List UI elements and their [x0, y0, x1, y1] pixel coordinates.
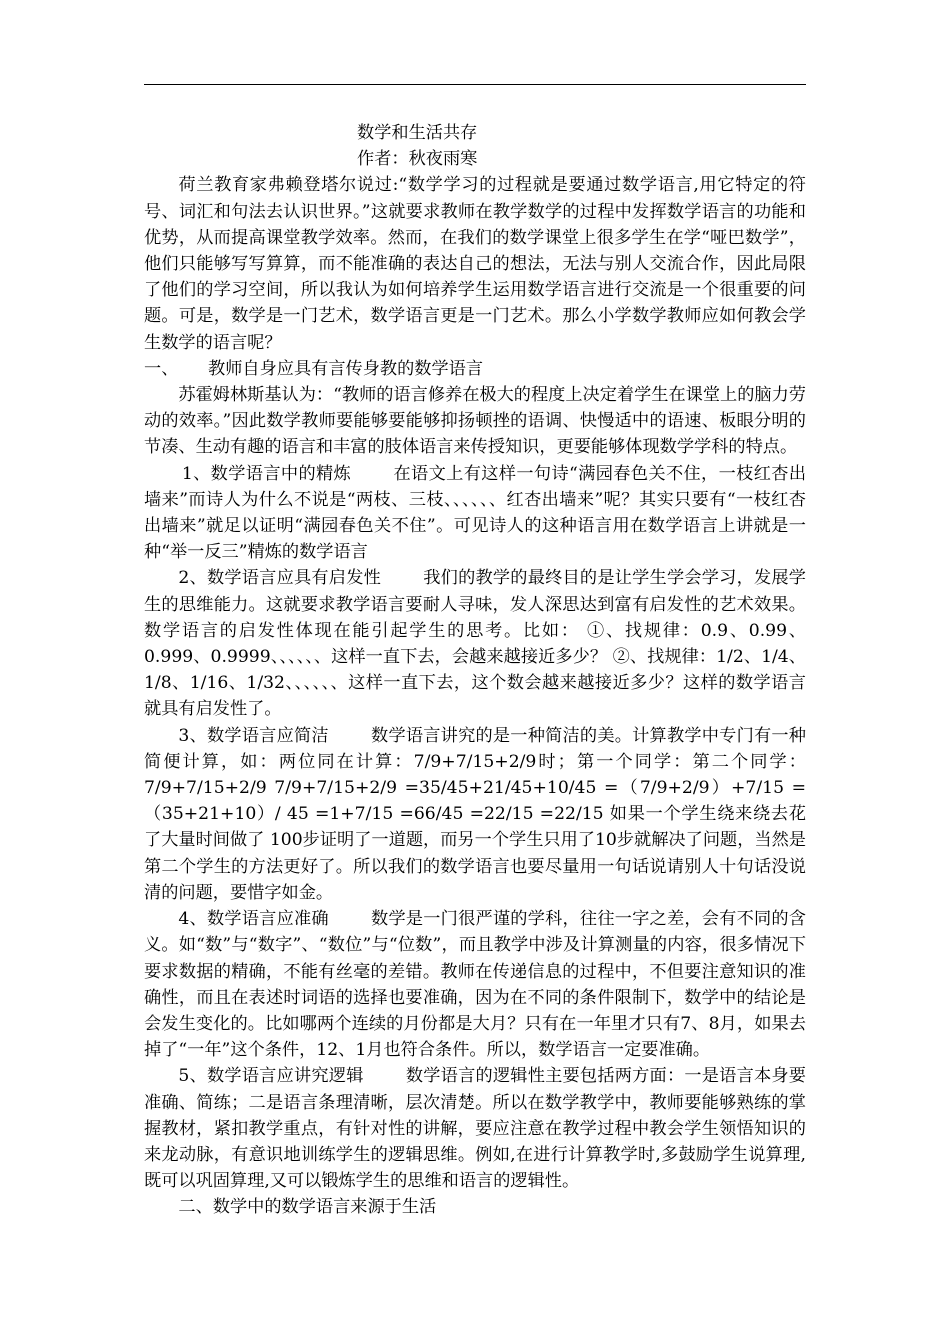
point-1-paragraph: [144, 461, 806, 566]
document-title: 数学和生活共存: [357, 123, 478, 143]
document-body: [144, 120, 806, 1221]
sukhomlinsky-paragraph: 苏霍姆林斯基认为：“教师的语言修养在极大的程度上决定着学生在课堂上的脑力劳动的效率。”因此数学教师要能够要能够抑扬顿挫的语调、快慢适中的语速、板眼分明的节凑、生动有趣的语言和丰富的肢体语言来传授知识，更要能够体现数学学科的特点。: [144, 385, 806, 458]
point-4-body: 数学是一门很严谨的学科，往往一字之差，会有不同的含义。如“数”与“数字”、“数位”与“位数”，而且教学中涉及计算测量的内容，很多情况下要求数据的精确，不能有丝毫的差错。教师在传递信息的过程中，不但要注意知识的准确性，而且在表述时词语的选择也要准确，因为在不同的条件限制下，数学中的结论是会发生变化的。比如哪两个连续的月份都是大月？只有在一年里才只有7、8月，如果去掉了“一年”这个条件，12、1月也符合条件。所以，数学语言一定要准确。: [144, 909, 806, 1061]
section-1-title: 教师自身应具有言传身教的数学语言: [208, 358, 484, 379]
section-1-number: 一、: [144, 358, 179, 379]
intro-paragraph: 荷兰教育家弗赖登塔尔说过:“数学学习的过程就是要通过数学语言,用它特定的符号、词汇和句法去认识世界。”这就要求教师在教学数学的过程中发挥数学语言的功能和优势，从而提高课堂教学效率。然而，在我们的数学课堂上很多学生在学“哑巴数学”，他们只能够写写算算，而不能准确的表达自己的想法，无法与别人交流合作，因此局限了他们的学习空间，所以我认为如何培养学生运用数学语言进行交流是一个很重要的问题。可是，数学是一门艺术，数学语言更是一门艺术。那么小学数学教师应如何教会学生数学的语言呢？: [144, 175, 806, 353]
point-4-heading: 4、数学语言应准确: [178, 909, 329, 930]
point-1-heading: 1、数学语言中的精炼: [181, 463, 352, 484]
point-5-body: 数学语言的逻辑性主要包括两方面：一是语言本身要准确、简练；二是语言条理清晰，层次清楚。所以在数学教学中，教师要能够熟练的掌握教材，紧扣教学重点，有针对性的讲解，要应注意在教学过程中教会学生领悟知识的来龙动脉，有意识地训练学生的逻辑思维。例如,在进行计算教学时,多鼓励学生说算理,既可以巩固算理,又可以锻炼学生的思维和语言的逻辑性。: [144, 1066, 806, 1192]
section-2-heading: 二、数学中的数学语言来源于生活: [178, 1197, 437, 1218]
section-1-heading: [144, 356, 806, 382]
point-3-body: 数学语言讲究的是一种简洁的美。计算教学中专门有一种简便计算，如：两位同在计算：7/9+7/15+2/9时；第一个同学：第二个同学：7/9+7/15+2/9 7/9+7/15+2/9 =35/45+21/45+10/45 =（7/9+2/9）+7/15 =（35+21+10）/ 45 =1+7/15 =66/45 =22/15 =22/15 如果一个学生绕来绕去花了大量时间做了 100步证明了一道题，而另一个学生只用了10步就解决了问题，当然是第二个学生的方法更好了。所以我们的数学语言也要尽量用一句话说请别人十句话没说清的问题，要惜字如金。: [144, 725, 806, 903]
point-3-heading: 3、数学语言应简洁: [178, 725, 329, 746]
point-3-paragraph: [144, 723, 806, 906]
point-4-paragraph: [144, 906, 806, 1063]
document-author: 作者：秋夜雨寒: [357, 149, 478, 170]
point-5-paragraph: [144, 1063, 806, 1194]
point-2-body: 我们的教学的最终目的是让学生学会学习，发展学生的思维能力。这就要求教学语言要耐人寻味，发人深思达到富有启发性的艺术效果。数学语言的启发性体现在能引起学生的思考。比如： ①、找规律：0.9、0.99、0.999、0.9999、、、、、、这样一直下去，会越来越接近多少？ ②、找规律：1/2、1/4、1/8、1/16、1/32、、、、、、这样一直下去，这个数会越来越接近多少？这样的数学语言就具有启发性了。: [144, 568, 806, 720]
point-1-body: 在语文上有这样一句诗“满园春色关不住，一枝红杏出墙来”而诗人为什么不说是“两枝、三枝、、、、、、红杏出墙来”呢？其实只要有“一枝红杏出墙来”就足以证明“满园春色关不住”。可见诗人的这种语言用在数学语言上讲就是一种“举一反三”精炼的数学语言: [144, 463, 807, 563]
point-2-paragraph: [144, 565, 806, 722]
header-rule: [144, 84, 806, 85]
point-5-heading: 5、数学语言应讲究逻辑: [178, 1066, 364, 1087]
point-2-heading: 2、数学语言应具有启发性: [178, 568, 382, 589]
